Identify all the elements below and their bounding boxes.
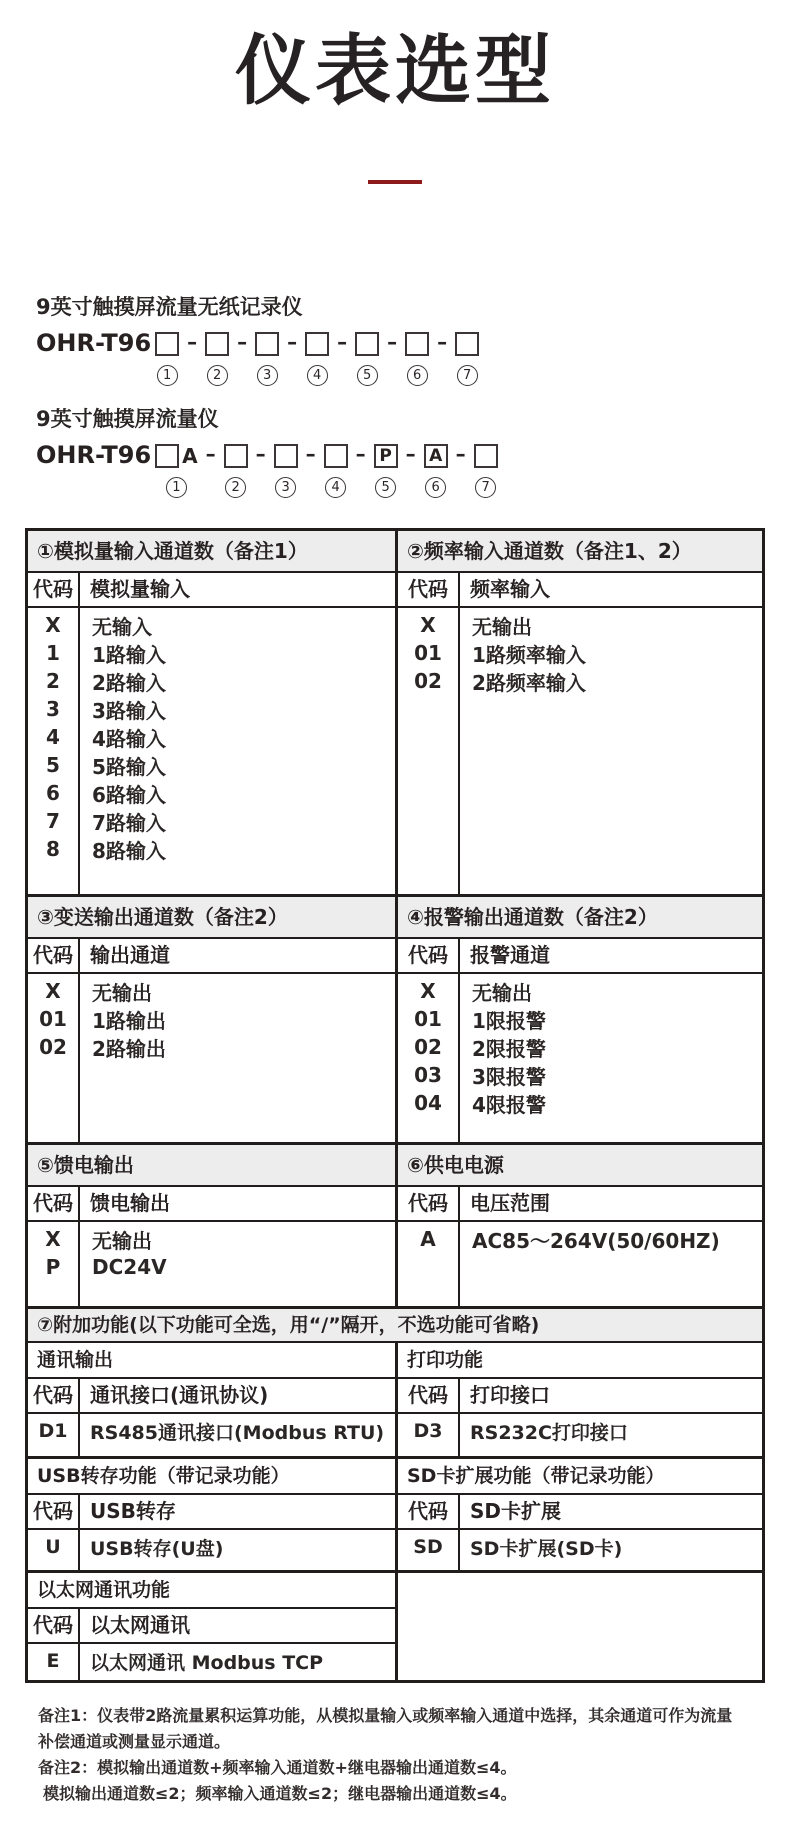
- desc-cell: 1限报警: [472, 1008, 546, 1033]
- group-title: SD卡扩展功能（带记录功能）: [398, 1459, 762, 1495]
- model-heading: 9英寸触摸屏流量仪: [36, 407, 219, 432]
- code-cell: 3: [46, 697, 60, 722]
- section-additional-functions-title: ⑦附加功能(以下功能可全选，用“/”隔开，不选功能可省略): [28, 1309, 762, 1343]
- empty-cell: [395, 1573, 762, 1680]
- desc-cell: 无输出: [472, 614, 532, 639]
- model-code-line: [36, 442, 790, 498]
- option-box: [455, 332, 479, 356]
- dash-separator: –: [305, 442, 316, 467]
- section-frequency-input: [395, 531, 762, 894]
- subsection-print-function: [395, 1343, 762, 1456]
- desc-cell: 7路输入: [92, 810, 166, 835]
- section-title: ③变送输出通道数（备注2）: [28, 897, 395, 939]
- dash-separator: –: [255, 442, 266, 467]
- model-slot-3: [255, 330, 279, 386]
- note-2-line-1: 备注2：模拟输出通道数+频率输入通道数+继电器输出通道数≤4。: [38, 1758, 517, 1778]
- code-cell: 7: [46, 809, 60, 834]
- sub-pair-comm-print: [28, 1343, 762, 1459]
- dash-separator: –: [455, 442, 466, 467]
- slot-number: 5: [375, 477, 396, 498]
- subsection-usb-transfer: [28, 1459, 395, 1570]
- section-title: ①模拟量输入通道数（备注1）: [28, 531, 395, 573]
- option-box: [405, 332, 429, 356]
- dash-separator: –: [355, 442, 366, 467]
- desc-cell: 2路输入: [92, 670, 166, 695]
- dash-separator: –: [287, 330, 298, 355]
- code-column-header: 代码: [28, 1495, 80, 1528]
- code-column-header: 代码: [398, 573, 460, 606]
- notes: [38, 1703, 760, 1807]
- code-cell: 1: [46, 641, 60, 666]
- desc-cell: 无输出: [92, 980, 152, 1005]
- code-column-header: 代码: [398, 1379, 460, 1412]
- note-1-line-1: 备注1：仪表带2路流量累积运算功能，从模拟量输入或频率输入通道中选择，其余通道可作为流量: [38, 1706, 733, 1726]
- slot-number: 4: [325, 477, 346, 498]
- dash-separator: –: [187, 330, 198, 355]
- code-column-header: 代码: [28, 1187, 80, 1220]
- dash-separator: –: [437, 330, 448, 355]
- desc-cell: 6路输入: [92, 782, 166, 807]
- slot-number: 6: [407, 365, 428, 386]
- code-cell: 8: [46, 837, 60, 862]
- option-box: [224, 444, 248, 468]
- value-column-header: 通讯接口(通讯协议): [90, 1383, 269, 1408]
- value-column-header: 电压范围: [470, 1191, 550, 1216]
- option-box: [324, 444, 348, 468]
- slot-number: 3: [275, 477, 296, 498]
- model-slot-5: [374, 442, 398, 498]
- dash-separator: –: [205, 442, 216, 467]
- code-column-header: 代码: [398, 1187, 460, 1220]
- slot-number: 2: [225, 477, 246, 498]
- group-title: 打印功能: [398, 1343, 762, 1379]
- desc-cell: 无输出: [472, 980, 532, 1005]
- desc-cell: RS232C打印接口: [470, 1421, 628, 1444]
- value-column-header: 打印接口: [470, 1383, 550, 1408]
- code-cell: 03: [414, 1063, 442, 1088]
- code-column-header: 代码: [28, 573, 80, 606]
- code-cell: U: [45, 1536, 61, 1559]
- slot-number: 7: [457, 365, 478, 386]
- dash-separator: –: [405, 442, 416, 467]
- value-column-header: 模拟量输入: [90, 577, 190, 602]
- code-cell: 01: [39, 1007, 67, 1032]
- code-cell: X: [45, 979, 61, 1004]
- section-analog-input: [28, 531, 395, 894]
- code-cell: 4: [46, 725, 60, 750]
- model-slot-5: [355, 330, 379, 386]
- desc-cell: 1路频率输入: [472, 642, 586, 667]
- code-cell: E: [46, 1650, 60, 1673]
- value-column-header: SD卡扩展: [470, 1499, 562, 1524]
- slot-number: 1: [157, 365, 178, 386]
- value-column-header: USB转存: [90, 1499, 176, 1524]
- model-slot-6: [424, 442, 448, 498]
- slot-number: 4: [307, 365, 328, 386]
- option-box: [205, 332, 229, 356]
- code-cell: 5: [46, 753, 60, 778]
- page-title: 仪表选型: [235, 26, 555, 115]
- code-cell: 04: [414, 1091, 442, 1116]
- code-cell: SD: [413, 1536, 443, 1559]
- section-title: ⑤馈电输出: [28, 1145, 395, 1187]
- section-pair-2: [28, 897, 762, 1145]
- code-cell: 2: [46, 669, 60, 694]
- sub-pair-usb-sd: [28, 1459, 762, 1573]
- model-slot-1: [155, 330, 179, 386]
- value-column-header: 频率输入: [470, 577, 550, 602]
- fixed-code-a: A: [182, 443, 198, 468]
- code-cell: X: [45, 1227, 61, 1252]
- desc-cell: 2路频率输入: [472, 670, 586, 695]
- desc-cell: USB转存(U盘): [90, 1537, 224, 1560]
- desc-cell: 4限报警: [472, 1092, 546, 1117]
- code-cell: 6: [46, 781, 60, 806]
- desc-cell: 3路输入: [92, 698, 166, 723]
- model-slot-1: [155, 442, 197, 498]
- section-power-supply: [395, 1145, 762, 1306]
- code-cell: X: [45, 613, 61, 638]
- desc-cell: 无输入: [92, 614, 152, 639]
- model-block-recorder: [36, 292, 790, 386]
- desc-cell: AC85～264V(50/60HZ): [472, 1228, 720, 1253]
- subsection-sd-expansion: [395, 1459, 762, 1570]
- dash-separator: –: [387, 330, 398, 355]
- option-box: [155, 444, 179, 468]
- section-title: ⑥供电电源: [398, 1145, 762, 1187]
- title-underline: [368, 180, 422, 184]
- code-cell: 01: [414, 641, 442, 666]
- desc-cell: 1路输出: [92, 1008, 166, 1033]
- desc-cell: 以太网通讯 Modbus TCP: [90, 1651, 324, 1674]
- group-title: 以太网通讯功能: [28, 1573, 395, 1609]
- option-box-p: P: [374, 444, 398, 468]
- desc-cell: DC24V: [92, 1255, 167, 1280]
- note-2-line-2: 模拟输出通道数≤2；频率输入通道数≤2；继电器输出通道数≤4。: [43, 1784, 517, 1804]
- code-column-header: 代码: [28, 939, 80, 972]
- section-pair-3: [28, 1145, 762, 1309]
- value-column-header: 报警通道: [470, 943, 550, 968]
- option-box: [305, 332, 329, 356]
- desc-cell: 3限报警: [472, 1064, 546, 1089]
- model-slot-6: [405, 330, 429, 386]
- section-alarm-output: [395, 897, 762, 1142]
- section-transmit-output: [28, 897, 395, 1142]
- dash-separator: –: [237, 330, 248, 355]
- model-slot-7: [455, 330, 479, 386]
- option-box: [155, 332, 179, 356]
- value-column-header: 以太网通讯: [90, 1613, 190, 1638]
- model-prefix: OHR-T96: [36, 441, 152, 470]
- code-cell: 02: [414, 669, 442, 694]
- group-title: USB转存功能（带记录功能）: [28, 1459, 395, 1495]
- code-cell: 01: [414, 1007, 442, 1032]
- desc-cell: 2路输出: [92, 1036, 166, 1061]
- slot-number: 7: [475, 477, 496, 498]
- option-box: [474, 444, 498, 468]
- desc-cell: 5路输入: [92, 754, 166, 779]
- note-1-line-2: 补偿通道或测量显示通道。: [38, 1732, 231, 1752]
- desc-cell: 1路输入: [92, 642, 166, 667]
- selection-table: [25, 528, 765, 1683]
- subsection-comm-output: [28, 1343, 395, 1456]
- model-slot-3: [274, 442, 298, 498]
- code-column-header: 代码: [28, 1379, 80, 1412]
- slot-number: 6: [425, 477, 446, 498]
- desc-cell: SD卡扩展(SD卡): [470, 1537, 623, 1560]
- code-cell: X: [420, 613, 436, 638]
- option-box-a: A: [424, 444, 448, 468]
- section-title: ②频率输入通道数（备注1、2）: [398, 531, 762, 573]
- model-slot-2: [224, 442, 248, 498]
- desc-cell: 4路输入: [92, 726, 166, 751]
- option-box: [355, 332, 379, 356]
- option-box: [255, 332, 279, 356]
- code-cell: P: [45, 1255, 61, 1280]
- model-prefix: OHR-T96: [36, 329, 152, 358]
- value-column-header: 馈电输出: [90, 1191, 170, 1216]
- subsection-ethernet: [28, 1573, 395, 1680]
- slot-number: 2: [207, 365, 228, 386]
- option-box: [274, 444, 298, 468]
- code-cell: X: [420, 979, 436, 1004]
- code-column-header: 代码: [398, 939, 460, 972]
- desc-cell: RS485通讯接口(Modbus RTU): [90, 1421, 385, 1444]
- model-heading: 9英寸触摸屏流量无纸记录仪: [36, 295, 303, 320]
- code-column-header: 代码: [398, 1495, 460, 1528]
- slot-number: 1: [166, 477, 187, 498]
- desc-cell: 无输出: [92, 1228, 152, 1253]
- code-cell: A: [420, 1227, 436, 1252]
- model-slot-7: [474, 442, 498, 498]
- code-cell: 02: [414, 1035, 442, 1060]
- desc-cell: 2限报警: [472, 1036, 546, 1061]
- sub-pair-ethernet: [28, 1573, 762, 1680]
- model-code-line: [36, 330, 790, 386]
- code-cell: D1: [38, 1420, 68, 1443]
- code-cell: 02: [39, 1035, 67, 1060]
- slot-number: 3: [257, 365, 278, 386]
- desc-cell: 8路输入: [92, 838, 166, 863]
- code-cell: D3: [413, 1420, 443, 1443]
- group-title: 通讯输出: [28, 1343, 395, 1379]
- slot-number: 5: [357, 365, 378, 386]
- dash-separator: –: [337, 330, 348, 355]
- section-feed-output: [28, 1145, 395, 1306]
- value-column-header: 输出通道: [90, 943, 170, 968]
- model-slot-4: [324, 442, 348, 498]
- code-column-header: 代码: [28, 1609, 80, 1642]
- model-slot-2: [205, 330, 229, 386]
- model-slot-4: [305, 330, 329, 386]
- model-block-flowmeter: [36, 404, 790, 498]
- section-pair-1: [28, 531, 762, 897]
- section-title: ④报警输出通道数（备注2）: [398, 897, 762, 939]
